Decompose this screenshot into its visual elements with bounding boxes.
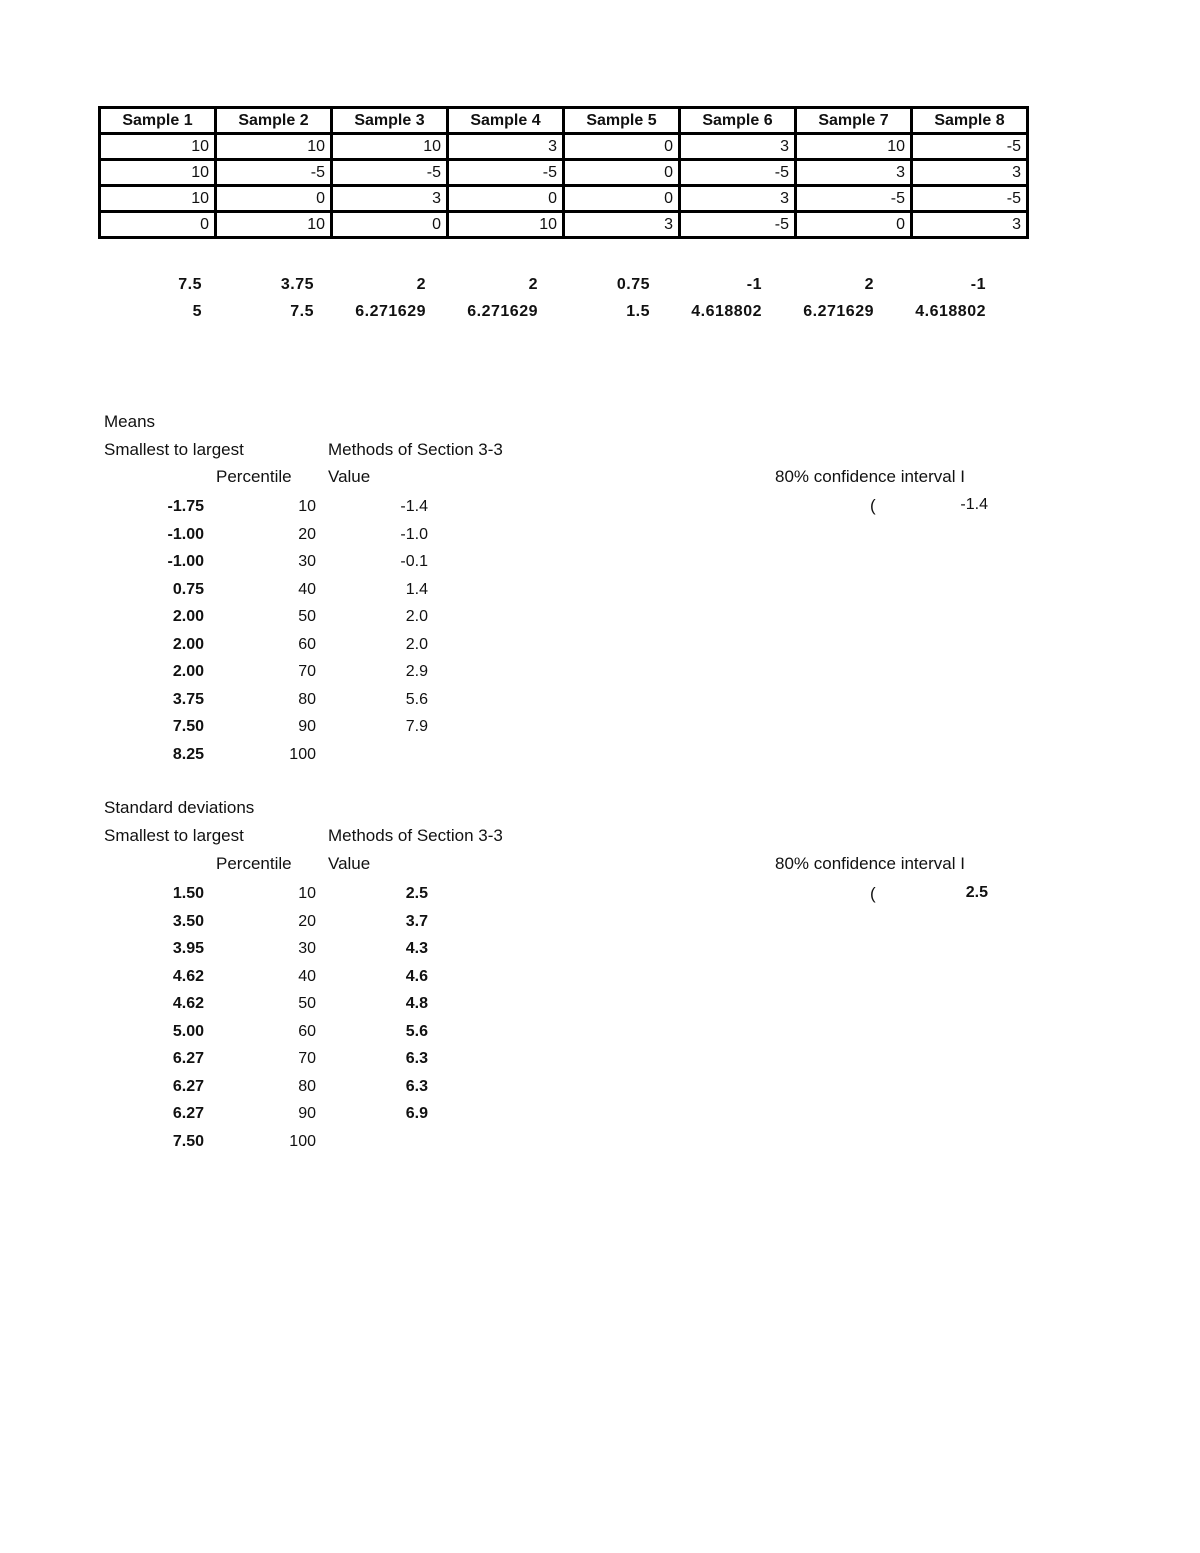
table-row xyxy=(100,160,1028,186)
sample-sd[interactable]: 6.271629 xyxy=(467,303,538,320)
table-row xyxy=(98,741,428,769)
sample-means-row xyxy=(98,276,994,294)
means-sub-left: Smallest to largest xyxy=(104,440,244,459)
table-row xyxy=(98,1100,428,1128)
sample-mean[interactable]: 7.5 xyxy=(178,276,202,293)
sample-sd[interactable]: 7.5 xyxy=(290,303,314,320)
sorted-sd[interactable]: 7.50 xyxy=(172,1132,204,1150)
percentile-value[interactable]: 1.4 xyxy=(405,580,428,598)
percentile[interactable]: 100 xyxy=(289,1132,316,1150)
table-cell[interactable]: 0 xyxy=(100,212,216,238)
percentile[interactable]: 90 xyxy=(298,1105,316,1122)
percentile-value[interactable]: -1.4 xyxy=(400,498,428,515)
sample-sd[interactable]: 4.618802 xyxy=(691,303,762,320)
sample-mean[interactable]: 2 xyxy=(416,276,426,293)
sorted-sd[interactable]: 5.00 xyxy=(172,1022,204,1040)
table-cell[interactable]: 3 xyxy=(912,212,1028,238)
means-title: Means xyxy=(104,412,156,431)
sample-header[interactable]: Sample 3 xyxy=(332,108,448,134)
sd-sub-left: Smallest to largest xyxy=(104,826,244,845)
sample-mean[interactable]: 0.75 xyxy=(616,276,650,293)
table-cell[interactable]: 10 xyxy=(448,212,564,238)
sample-mean[interactable]: 2 xyxy=(864,276,874,293)
sample-sds-row xyxy=(98,303,994,321)
sorted-mean[interactable]: -1.00 xyxy=(167,553,204,570)
sample-header[interactable]: Sample 1 xyxy=(100,108,216,134)
sd-title: Standard deviations xyxy=(104,798,255,817)
table-row xyxy=(98,603,428,631)
percentile[interactable]: 70 xyxy=(298,1050,316,1067)
table-row xyxy=(98,1018,428,1046)
percentile[interactable]: 20 xyxy=(298,525,316,543)
table-cell[interactable]: 0 xyxy=(448,186,564,212)
percentile[interactable]: 60 xyxy=(298,1022,316,1040)
table-cell[interactable]: -5 xyxy=(912,134,1028,160)
table-row xyxy=(100,186,1028,212)
percentile-value[interactable]: 4.6 xyxy=(405,967,428,985)
sd-col-percentile: Percentile xyxy=(216,854,292,873)
sorted-mean[interactable]: 3.75 xyxy=(172,690,204,708)
percentile[interactable]: 80 xyxy=(298,1077,316,1095)
sample-sd[interactable]: 6.271629 xyxy=(803,303,874,320)
sample-mean[interactable]: -1 xyxy=(970,276,986,293)
sorted-sd[interactable]: 4.62 xyxy=(172,995,204,1012)
means-sub-right: Methods of Section 3-3 xyxy=(328,440,503,459)
table-cell[interactable]: 10 xyxy=(100,160,216,186)
table-row xyxy=(98,631,428,659)
sorted-mean[interactable]: 0.75 xyxy=(172,580,204,598)
table-cell[interactable]: 10 xyxy=(332,134,448,160)
percentile[interactable]: 70 xyxy=(298,663,316,680)
table-cell[interactable]: -5 xyxy=(332,160,448,186)
sorted-sd[interactable]: 4.62 xyxy=(172,967,204,985)
percentile-value[interactable]: 7.9 xyxy=(405,718,428,735)
table-cell[interactable]: 0 xyxy=(216,186,332,212)
sample-header[interactable]: Sample 2 xyxy=(216,108,332,134)
sorted-mean[interactable]: -1.75 xyxy=(167,498,204,515)
percentile[interactable]: 20 xyxy=(298,912,316,930)
table-row xyxy=(98,1045,428,1073)
means-col-percentile: Percentile xyxy=(216,467,292,486)
sorted-mean[interactable]: 2.00 xyxy=(172,663,204,680)
table-cell[interactable]: 10 xyxy=(100,186,216,212)
table-row xyxy=(98,880,428,908)
table-cell[interactable]: -5 xyxy=(448,160,564,186)
samples-table xyxy=(98,106,1029,239)
sorted-mean[interactable]: 2.00 xyxy=(172,635,204,653)
sorted-sd[interactable]: 6.27 xyxy=(172,1077,204,1095)
percentile-value[interactable]: 4.8 xyxy=(405,995,428,1012)
sorted-mean[interactable]: -1.00 xyxy=(167,525,204,543)
table-row xyxy=(98,990,428,1018)
sd-ci-label: 80% confidence interval I xyxy=(775,854,965,873)
table-row xyxy=(98,908,428,936)
sample-header[interactable]: Sample 7 xyxy=(796,108,912,134)
table-row xyxy=(98,686,428,714)
table-cell[interactable]: 0 xyxy=(796,212,912,238)
sd-sub-right: Methods of Section 3-3 xyxy=(328,826,503,845)
percentile-value[interactable]: -0.1 xyxy=(400,553,428,570)
percentile[interactable]: 50 xyxy=(298,995,316,1012)
table-cell[interactable]: 3 xyxy=(680,134,796,160)
table-cell[interactable]: 3 xyxy=(332,186,448,212)
table-row xyxy=(98,658,428,686)
table-cell[interactable]: -5 xyxy=(912,186,1028,212)
sorted-sd[interactable]: 1.50 xyxy=(172,885,204,902)
percentile-value[interactable]: -1.0 xyxy=(400,525,428,543)
percentile-value[interactable] xyxy=(316,741,428,769)
table-cell[interactable]: -5 xyxy=(216,160,332,186)
percentile-value[interactable]: 2.0 xyxy=(405,635,428,653)
sample-sd[interactable]: 6.271629 xyxy=(355,303,426,320)
table-cell[interactable]: 10 xyxy=(216,212,332,238)
percentile[interactable]: 30 xyxy=(298,553,316,570)
table-cell[interactable]: 3 xyxy=(680,186,796,212)
sample-sd[interactable]: 4.618802 xyxy=(915,303,986,320)
sd-ci-value[interactable]: 2.5 xyxy=(965,884,988,901)
table-cell[interactable]: -5 xyxy=(680,212,796,238)
table-cell[interactable]: 10 xyxy=(796,134,912,160)
table-cell[interactable]: 3 xyxy=(796,160,912,186)
table-cell[interactable]: 0 xyxy=(332,212,448,238)
sd-ci-paren: ( xyxy=(870,884,876,903)
percentile-value[interactable]: 2.0 xyxy=(405,608,428,625)
percentile[interactable]: 40 xyxy=(298,580,316,598)
table-row xyxy=(98,963,428,991)
percentile[interactable]: 50 xyxy=(298,608,316,625)
table-cell[interactable]: 3 xyxy=(912,160,1028,186)
table-cell[interactable]: 0 xyxy=(564,160,680,186)
percentile-value[interactable]: 4.3 xyxy=(405,940,428,957)
sorted-sd[interactable]: 6.27 xyxy=(172,1050,204,1067)
means-col-value: Value xyxy=(328,467,371,486)
means-ci-label: 80% confidence interval I xyxy=(775,467,965,486)
sample-header[interactable]: Sample 8 xyxy=(912,108,1028,134)
sample-mean[interactable]: -1 xyxy=(746,276,762,293)
table-row xyxy=(100,134,1028,160)
means-percentile-table xyxy=(98,493,428,768)
means-ci-value[interactable]: -1.4 xyxy=(960,496,988,513)
sorted-mean[interactable]: 2.00 xyxy=(172,608,204,625)
percentile-value[interactable]: 6.3 xyxy=(405,1050,428,1067)
sorted-mean[interactable]: 7.50 xyxy=(172,718,204,735)
table-cell[interactable]: 3 xyxy=(564,212,680,238)
percentile-value[interactable]: 6.3 xyxy=(405,1077,428,1095)
percentile-value[interactable] xyxy=(316,1128,428,1156)
table-row xyxy=(98,1128,428,1156)
sample-mean[interactable]: 3.75 xyxy=(280,276,314,293)
sample-header[interactable]: Sample 4 xyxy=(448,108,564,134)
table-cell[interactable]: 10 xyxy=(100,134,216,160)
samples-header-row xyxy=(100,108,1028,134)
table-row xyxy=(98,521,428,549)
sample-header[interactable]: Sample 5 xyxy=(564,108,680,134)
percentile-value[interactable]: 2.9 xyxy=(405,663,428,680)
percentile[interactable]: 10 xyxy=(298,498,316,515)
sample-header[interactable]: Sample 6 xyxy=(680,108,796,134)
percentile-value[interactable]: 3.7 xyxy=(405,912,428,930)
percentile-value[interactable]: 6.9 xyxy=(405,1105,428,1122)
table-cell[interactable]: 0 xyxy=(564,134,680,160)
percentile[interactable]: 60 xyxy=(298,635,316,653)
table-cell[interactable]: 3 xyxy=(448,134,564,160)
percentile-value[interactable]: 5.6 xyxy=(405,690,428,708)
sd-percentile-table xyxy=(98,880,428,1155)
percentile[interactable]: 80 xyxy=(298,690,316,708)
percentile[interactable]: 90 xyxy=(298,718,316,735)
table-row xyxy=(98,576,428,604)
sorted-mean[interactable]: 8.25 xyxy=(172,745,204,763)
table-row xyxy=(98,1073,428,1101)
table-cell[interactable]: 0 xyxy=(564,186,680,212)
percentile-value[interactable]: 5.6 xyxy=(405,1022,428,1040)
percentile-value[interactable]: 2.5 xyxy=(405,885,428,902)
means-ci-paren: ( xyxy=(870,496,876,515)
percentile[interactable]: 100 xyxy=(289,745,316,763)
table-row xyxy=(98,713,428,741)
percentile[interactable]: 30 xyxy=(298,940,316,957)
sample-sd[interactable]: 5 xyxy=(192,303,202,320)
table-row xyxy=(100,212,1028,238)
sorted-sd[interactable]: 3.95 xyxy=(172,940,204,957)
table-cell[interactable]: 10 xyxy=(216,134,332,160)
table-cell[interactable]: -5 xyxy=(680,160,796,186)
table-row xyxy=(98,493,428,521)
percentile[interactable]: 40 xyxy=(298,967,316,985)
sorted-sd[interactable]: 3.50 xyxy=(172,912,204,930)
table-row xyxy=(98,935,428,963)
table-cell[interactable]: -5 xyxy=(796,186,912,212)
sample-mean[interactable]: 2 xyxy=(528,276,538,293)
table-row xyxy=(98,548,428,576)
sample-sd[interactable]: 1.5 xyxy=(626,303,650,320)
sorted-sd[interactable]: 6.27 xyxy=(172,1105,204,1122)
percentile[interactable]: 10 xyxy=(298,885,316,902)
sd-col-value: Value xyxy=(328,854,371,873)
